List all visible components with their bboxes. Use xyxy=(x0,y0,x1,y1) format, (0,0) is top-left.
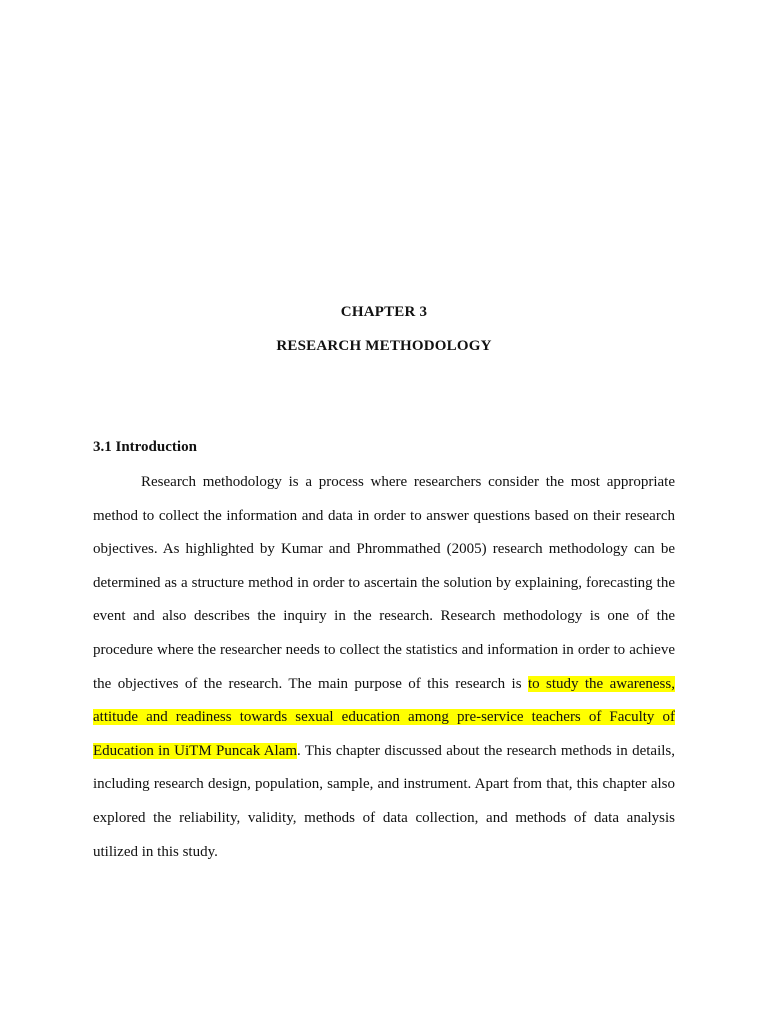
chapter-number: CHAPTER 3 xyxy=(340,304,428,320)
highlighted-purpose-text: to study the awareness, attitude and readiness towards sexual education among pre-service teachers of Faculty of Education in UiTM Puncak Alam xyxy=(93,675,675,759)
chapter-title: RESEARCH METHODOLOGY xyxy=(276,338,492,354)
paragraph-text-after-highlight: . This chapter discussed about the research methods in details, including research design, population, sample, and instrument. Apart from that, this chapter also explored the reliability, validity, methods of data collection, and methods of data analysis utilized in this study. xyxy=(93,742,675,860)
introduction-paragraph xyxy=(93,466,675,869)
section-heading: 3.1 Introduction xyxy=(93,439,197,455)
paragraph-text-before-highlight: Research methodology is a process where researchers consider the most appropriate method to collect the information and data in order to answer questions based on their research objectives. As highlighted by Kumar and Phrommathed (2005) research methodology can be determined as a structure method in order to ascertain the solution by explaining, forecasting the event and also describes the inquiry in the research. Research methodology is one of the procedure where the researcher needs to collect the statistics and information in order to achieve the objectives of the research. The main purpose of this research is xyxy=(93,474,675,692)
